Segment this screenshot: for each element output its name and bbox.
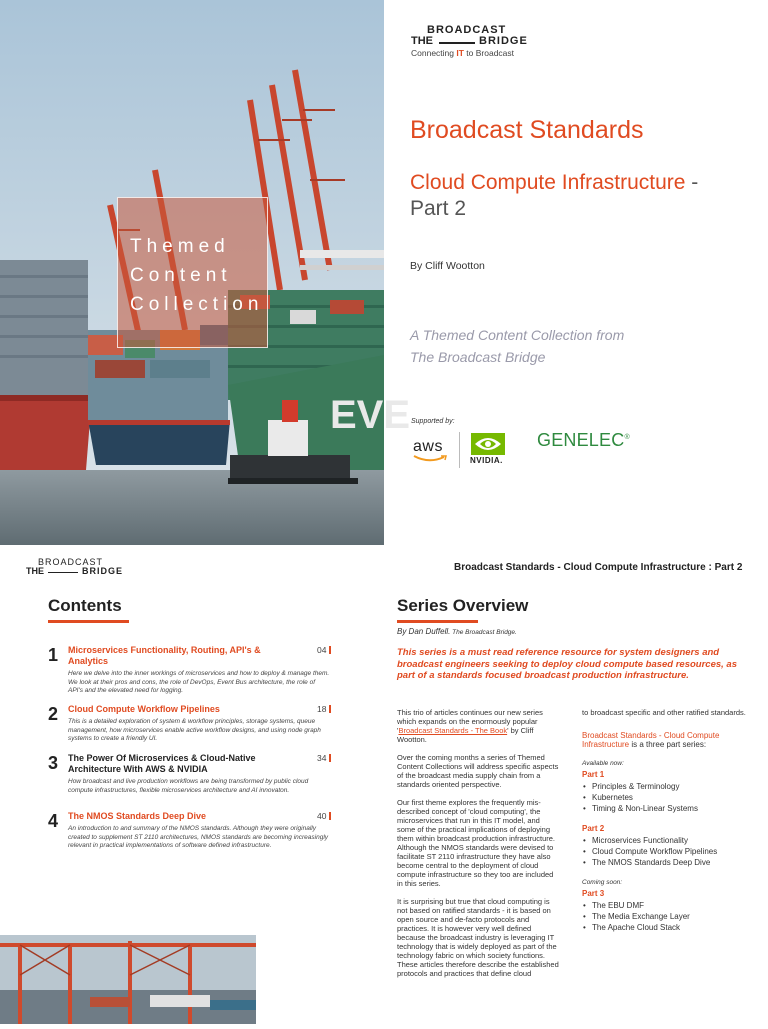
body-paragraph-4: It is surprising but true that cloud computing is not based on ratified standards - it is based on open source and de-facto protocols and practices. It is however very well defined because the broadcast industry is leveraging IT technology that is widely deployed as part of the technology fabric on which society functions. These articles therefore describe the established protocols and practices that define cloud [397,897,559,978]
part-1-list [582,781,752,814]
toc-description: Here we delve into the inner workings of microservices and how to deploy & manage them. We look at their pros and cons, the role of DevOps, Event Bus architecture, the role of API's and the elevated need for logging. [68,670,330,694]
series-lead-paragraph: This series is a must read reference resource for system designers and broadcast engineers seeking to deploy cloud compute based resources, as part of a standards focused broadcast production infrastructure. [397,647,737,681]
toc-item-3[interactable] [48,753,333,808]
aws-smile-icon [413,455,449,463]
cover-collection-text [410,324,730,368]
toc-page-number: 18 [317,704,327,714]
toc-title[interactable]: The NMOS Standards Deep Dive [68,811,207,821]
list-item: • The NMOS Standards Deep Dive [582,857,752,868]
genelec-word: GENELEC [537,430,625,450]
collection-line-2: The Broadcast Bridge [410,349,546,365]
subtitle-main: Cloud Compute Infrastructure [410,171,686,194]
running-header: Broadcast Standards - Cloud Compute Infrastructure : Part 2 [454,562,743,573]
supported-by-label: Supported by: [411,418,455,425]
tagline-pre: Connecting [411,48,457,58]
inner-logo-line [48,572,78,573]
toc-number: 2 [48,704,59,724]
logo-bridge-word: BRIDGE [479,35,528,47]
toc-page-number: 04 [317,645,327,655]
body-paragraph-1 [397,708,559,744]
list-item: • Cloud Compute Workflow Pipelines [582,846,752,857]
p1-text-end: ' by Cliff Wootton. [397,726,534,744]
svg-text:EVE: EVE [330,393,411,437]
series-overview-heading: Series Overview [397,596,529,615]
series-overview-rule [397,620,478,623]
list-item: • Microservices Functionality [582,835,752,846]
contents-page [0,549,768,1024]
toc-page-number: 34 [317,753,327,763]
series-parts-intro [582,731,752,749]
byline-author: By Dan Duffell. [397,627,451,636]
nvidia-logo[interactable]: NVIDIA. [470,456,503,465]
inner-logo-bridge: BRIDGE [82,566,124,576]
inner-logo-broadcast: BROADCAST [38,557,104,567]
list-item: • The Apache Cloud Stack [582,922,752,933]
contents-heading-rule [48,620,129,623]
logo-the-word: THE [411,35,433,47]
list-item: • The EBU DMF [582,900,752,911]
toc-page-number: 40 [317,811,327,821]
themed-content-collection-badge [117,197,268,348]
part-2-list [582,835,752,868]
toc-number: 4 [48,811,59,831]
body-paragraph-2: Over the coming months a series of Themed Content Collections will address specific aspects of the broadcast media supply chain from a standards oriented perspective. [397,753,559,789]
toc-item-4[interactable] [48,811,333,871]
part-1-heading: Part 1 [582,770,605,779]
toc-title[interactable]: Cloud Compute Workflow Pipelines [68,704,220,714]
list-item: • The Media Exchange Layer [582,911,752,922]
series-body-column-2 [582,708,752,939]
byline-publication: The Broadcast Bridge. [450,629,517,636]
cover-photo-container-port [0,0,411,545]
contents-heading: Contents [48,596,122,615]
tagline-post: to Broadcast [463,48,515,58]
toc-title[interactable]: The Power Of Microservices & Cloud-Native Architecture With AWS & NVIDIA [68,753,256,774]
toc-number: 3 [48,753,59,773]
sponsor-logos [411,430,641,470]
aws-logo[interactable]: aws [413,438,443,455]
toc-item-1[interactable] [48,645,333,697]
inner-logo-the: THE [26,566,44,576]
logo-broadcast-word: BROADCAST [427,24,507,36]
badge-line-1: Themed [130,236,230,257]
list-item: • Principles & Terminology [582,781,752,792]
toc-number: 1 [48,645,59,665]
cover-author: By Cliff Wootton [410,260,485,272]
list-item: • Timing & Non-Linear Systems [582,803,752,814]
subtitle-part: - Part 2 [410,171,699,220]
port-cranes-photo [0,935,256,1024]
inner-broadcast-bridge-logo[interactable] [26,557,126,577]
genelec-registered-mark: ® [624,434,630,441]
part-2-heading: Part 2 [582,824,605,833]
p1-text: This trio of articles continues our new series which expands on the enormously popular ' [397,708,543,735]
sponsor-separator [459,432,460,468]
toc-title[interactable]: Microservices Functionality, Routing, API's & Analytics [68,645,261,666]
genelec-logo[interactable] [537,430,630,451]
tagline-it: IT [456,48,464,58]
coming-soon-label: Coming soon: [582,879,623,886]
toc-description: How broadcast and live production workflows are being transformed by public cloud compute infrastructures, flexible microservices architecture and AI innovaton. [68,778,309,794]
cover-title: Broadcast Standards [410,116,644,144]
body-paragraph-3: Our first theme explores the frequently mis-described concept of 'cloud computing', the microservices that run in this IT model, and some of the practical implications of deploying them within broadcast production infrastructure. Although the NMOS standards were devised to facilitate ST 2110 infrastructure they have also become central to the deployment of cloud compute infrastructure so they too are included in this series. [397,798,555,888]
cover-subtitle [410,170,710,222]
part-3-list [582,900,752,933]
list-item: • Kubernetes [582,792,752,803]
body-paragraph-continued: to broadcast specific and other ratified standards. [582,708,746,717]
series-byline [397,627,517,636]
series-name: Broadcast Standards - Cloud Compute Infrastructure [582,731,720,749]
series-intro-text: is a three part series: [629,740,707,749]
broadcast-standards-book-link[interactable]: Broadcast Standards - The Book [398,726,508,735]
toc-description: This is a detailed exploration of system & workflow principles, storage systems, queue management, how microservices enable active workflow designs, and using node graph systems to create a friendly UI. [68,718,321,742]
toc-item-2[interactable] [48,704,333,749]
part-3-heading: Part 3 [582,889,605,898]
the-broadcast-bridge-logo[interactable] [411,24,551,60]
available-now-label: Available now: [582,760,624,767]
toc-description: An introduction to and summary of the NMOS standards. Although they were originally created to supplement ST 2110 architectures, NMOS standards are becoming increasingly relevant in practical implementations of software defined infrastructure. [68,825,329,849]
badge-line-2: Content [130,265,232,286]
badge-line-3: Collection [130,294,264,315]
collection-line-1: A Themed Content Collection from [410,327,625,343]
logo-tagline [411,48,514,58]
logo-line [439,42,475,44]
nvidia-eye-icon [471,433,505,455]
series-body-column-1 [397,708,559,987]
